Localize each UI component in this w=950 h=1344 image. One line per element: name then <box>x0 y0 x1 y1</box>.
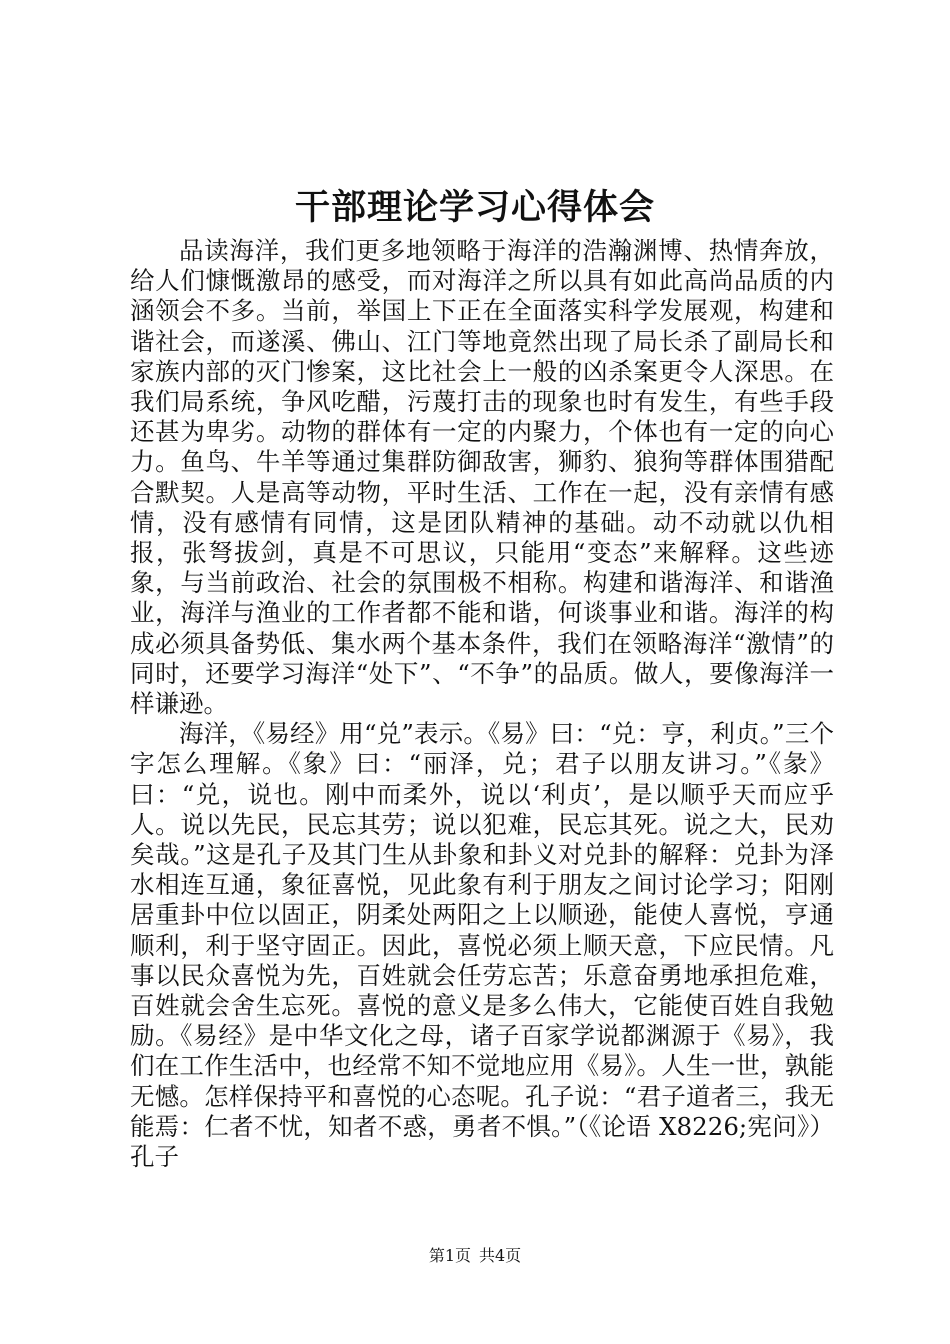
document-body <box>130 236 834 1172</box>
page-footer <box>0 1245 950 1267</box>
document-title: 干部理论学习心得体会 <box>294 187 655 228</box>
page-total: 共4页 <box>479 1246 522 1265</box>
page-number: 第1页 <box>428 1246 471 1265</box>
paragraph: 品读海洋，我们更多地领略于海洋的浩瀚渊博、热情奔放，给人们慷慨激昂的感受，而对海洋之所以具有如此高尚品质的内涵领会不多。当前，举国上下正在全面落实科学发展观，构建和谐社会，而遂溪、佛山、江门等地竟然出现了局长杀了副局长和家族内部的灭门惨案，这比社会上一般的凶杀案更令人深思。在我们局系统，争风吃醋，污蔑打击的现象也时有发生，有些手段还甚为卑劣。动物的群体有一定的内聚力，个体也有一定的向心力。鱼鸟、牛羊等通过集群防御敌害，狮豹、狼狗等群体围猎配合默契。人是高等动物，平时生活、工作在一起，没有亲情有感情，没有感情有同情，这是团队精神的基础。动不动就以仇相报，张弩拔剑，真是不可思议，只能用“变态”来解释。这些迹象，与当前政治、社会的氛围极不相称。构建和谐海洋、和谐渔业，海洋与渔业的工作者都不能和谐，何谈事业和谐。海洋的构成必须具备势低、集水两个基本条件，我们在领略海洋“激情”的同时，还要学习海洋“处下”、“不争”的品质。做人，要像海洋一样谦逊。 <box>130 236 834 719</box>
paragraph: 海洋，《易经》用“兑”表示。《易》曰：“兑：亨，利贞。”三个字怎么理解。《象》曰：“丽泽，兑；君子以朋友讲习。”《彖》曰：“兑，说也。刚中而柔外，说以‘利贞’，是以顺乎天而应乎人。说以先民，民忘其劳；说以犯难，民忘其死。说之大，民劝矣哉。”这是孔子及其门生从卦象和卦义对兑卦的解释：兑卦为泽水相连互通，象征喜悦，见此象有利于朋友之间讨论学习；阳刚居重卦中位以固正，阴柔处两阳之上以顺逊，能使人喜悦，亨通顺利，利于坚守固正。因此，喜悦必须上顺天意，下应民情。凡事以民众喜悦为先，百姓就会任劳忘苦；乐意奋勇地承担危难，百姓就会舍生忘死。喜悦的意义是多么伟大，它能使百姓自我勉励。《易经》是中华文化之母，诸子百家学说都渊源于《易》，我们在工作生活中，也经常不知不觉地应用《易》。人生一世，孰能无憾。怎样保持平和喜悦的心态呢。孔子说：“君子道者三，我无能焉：仁者不忧，知者不惑，勇者不惧。”（《论语 X8226;宪问》）孔子 <box>130 719 834 1172</box>
